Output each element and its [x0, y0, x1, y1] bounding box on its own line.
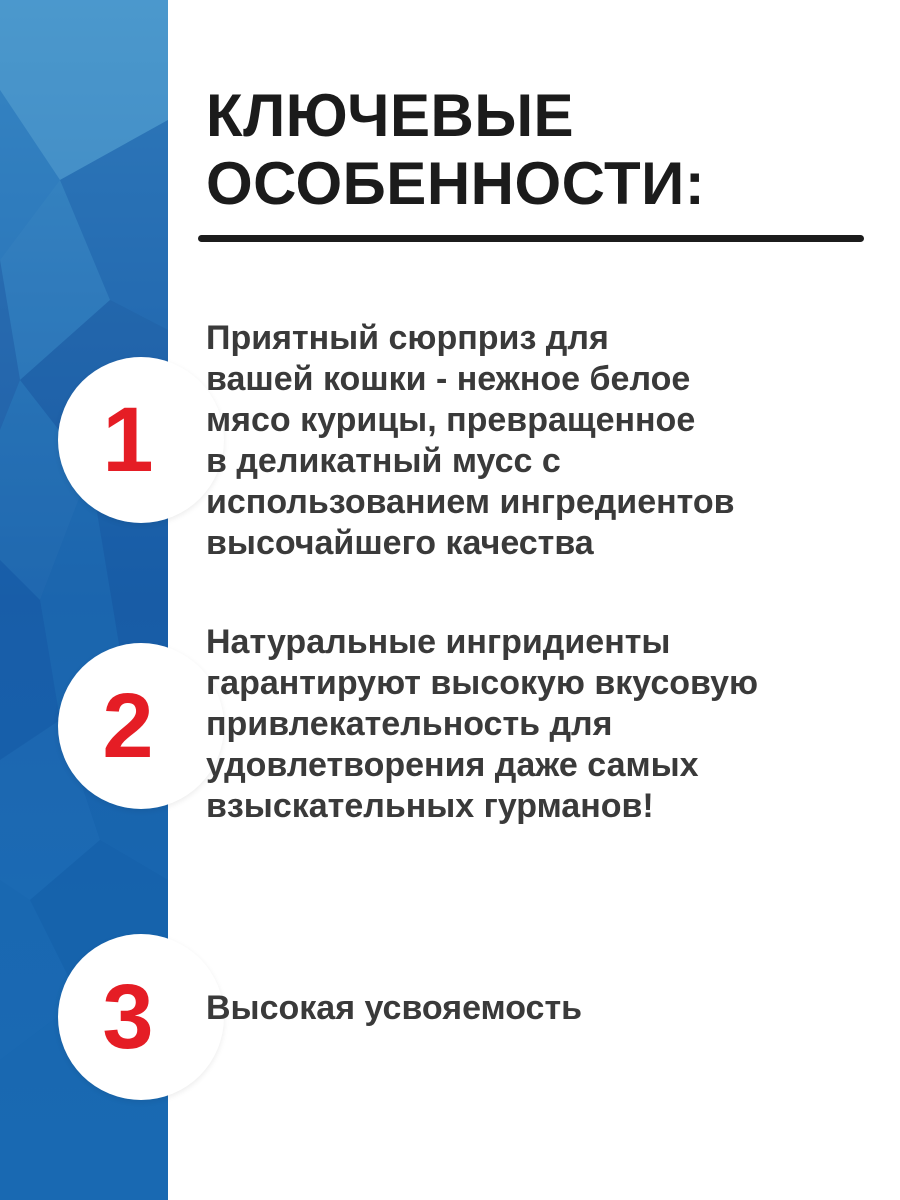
feature-line: Высокая усвояемость: [206, 989, 583, 1027]
badge-number: 3: [102, 966, 154, 1068]
feature-line: использованием ингредиентов: [206, 483, 735, 521]
feature-line: взыскательных гурманов!: [206, 787, 654, 825]
page-title: [206, 82, 705, 218]
number-badge-3: [58, 934, 224, 1100]
title-line-2: ОСОБЕННОСТИ:: [206, 150, 706, 217]
feature-line: Приятный сюрприз для: [206, 319, 609, 357]
feature-line: удовлетворения даже самых: [206, 746, 699, 784]
feature-line: высочайшего качества: [206, 524, 594, 562]
feature-text-3: [206, 988, 886, 1029]
number-badge-1: [58, 357, 224, 523]
number-badge-2: [58, 643, 224, 809]
badge-number: 2: [102, 675, 154, 777]
feature-line: привлекательность для: [206, 705, 613, 743]
title-divider: [198, 235, 864, 242]
feature-text-1: [206, 318, 886, 564]
badge-number: 1: [102, 389, 154, 491]
feature-line: мясо курицы, превращенное: [206, 401, 696, 439]
feature-text-2: [206, 622, 886, 827]
feature-line: в деликатный мусс с: [206, 442, 561, 480]
title-line-1: КЛЮЧЕВЫЕ: [206, 82, 575, 149]
feature-line: гарантируют высокую вкусовую: [206, 664, 759, 702]
feature-line: Натуральные ингридиенты: [206, 623, 671, 661]
feature-line: вашей кошки - нежное белое: [206, 360, 691, 398]
